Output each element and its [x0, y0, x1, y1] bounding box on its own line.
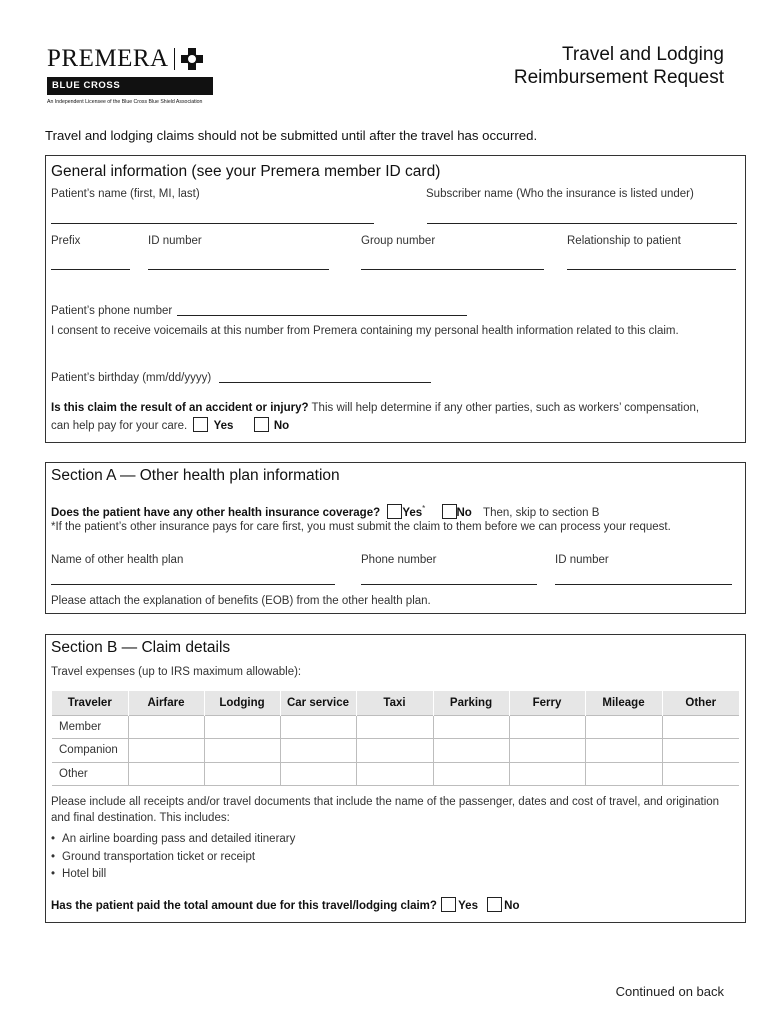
expense-cell[interactable] — [585, 739, 662, 763]
logo-licensee-text: An Independent Licensee of the Blue Cross Blue Shield Association — [47, 99, 203, 105]
phone-field[interactable] — [177, 315, 467, 316]
col-ferry: Ferry — [509, 691, 585, 715]
col-airfare: Airfare — [128, 691, 204, 715]
document-title — [514, 43, 724, 89]
expense-cell[interactable] — [128, 762, 204, 786]
accident-yes-label: Yes — [213, 420, 234, 432]
expense-cell[interactable] — [662, 715, 739, 739]
document-title-line-2: Reimbursement Request — [513, 67, 724, 88]
continued-on-back: Continued on back — [615, 984, 724, 999]
other-insurance-footnote: *If the patient’s other insurance pays for care first, you must submit the claim to them before we can process your request. — [51, 521, 671, 533]
accident-question-bold: Is this claim the result of an accident or injury? — [51, 402, 309, 414]
section-b — [45, 634, 746, 923]
travel-expenses-subtitle: Travel expenses (up to IRS maximum allowable): — [51, 666, 302, 678]
paid-yes-checkbox[interactable] — [441, 897, 456, 912]
general-section-title: General information (see your Premera member ID card) — [51, 163, 441, 180]
id-number-field[interactable] — [148, 269, 329, 270]
row-label-member: Member — [52, 715, 128, 739]
other-coverage-yes-label: Yes — [402, 506, 423, 519]
expense-cell[interactable] — [509, 762, 585, 786]
expense-cell[interactable] — [509, 739, 585, 763]
other-plan-id-label: ID number — [555, 554, 609, 566]
voicemail-consent-text: I consent to receive voicemails at this number from Premera containing my personal health information related to this claim. — [51, 325, 679, 337]
table-header-row — [52, 691, 739, 715]
id-number-label: ID number — [148, 235, 202, 247]
expense-cell[interactable] — [356, 715, 433, 739]
section-a-title: Section A — Other health plan information — [51, 467, 340, 484]
other-coverage-yes-checkbox[interactable] — [387, 504, 402, 519]
prefix-label: Prefix — [51, 235, 81, 247]
skip-to-section-b-text: Then, skip to section B — [483, 506, 600, 519]
other-coverage-yes-footnote-mark: * — [422, 504, 426, 513]
relationship-field[interactable] — [567, 269, 736, 270]
paid-yes-label: Yes — [458, 900, 478, 912]
accident-no-checkbox[interactable] — [254, 417, 269, 432]
section-a — [45, 462, 746, 614]
accident-no-label: No — [273, 420, 290, 432]
paid-question-text: Has the patient paid the total amount due for this travel/lodging claim? — [51, 900, 437, 912]
receipts-instruction-line-2: and final destination. This includes: — [51, 812, 230, 824]
other-plan-name-label: Name of other health plan — [51, 554, 184, 566]
logo-divider — [174, 48, 175, 70]
submission-notice: Travel and lodging claims should not be submitted until after the travel has occurred. — [45, 128, 538, 143]
paid-question — [51, 897, 520, 915]
table-row — [52, 739, 739, 763]
other-coverage-no-checkbox[interactable] — [442, 504, 457, 519]
expense-cell[interactable] — [128, 715, 204, 739]
relationship-label: Relationship to patient — [567, 235, 681, 247]
expense-cell[interactable] — [204, 762, 280, 786]
col-other: Other — [662, 691, 739, 715]
expense-cell[interactable] — [585, 715, 662, 739]
other-coverage-question-text: Does the patient have any other health insurance coverage? — [51, 506, 381, 519]
expense-cell[interactable] — [280, 715, 356, 739]
col-car-service: Car service — [280, 691, 356, 715]
accident-question-line-2 — [51, 417, 289, 435]
list-item: • Ground transportation ticket or receipt — [51, 849, 295, 867]
expense-cell[interactable] — [662, 762, 739, 786]
birthday-field[interactable] — [219, 382, 431, 383]
expense-cell[interactable] — [509, 715, 585, 739]
travel-expenses-table — [52, 691, 739, 786]
accident-yes-checkbox[interactable] — [193, 417, 208, 432]
prefix-field[interactable] — [51, 269, 130, 270]
general-information-section — [45, 155, 746, 443]
receipts-instruction-line-1: Please include all receipts and/or travel documents that include the name of the passenger, dates and cost of travel, and origination — [51, 796, 720, 808]
table-row — [52, 715, 739, 739]
blue-cross-shield-icon — [181, 48, 203, 70]
col-lodging: Lodging — [204, 691, 280, 715]
phone-label: Patient’s phone number — [51, 305, 173, 317]
other-coverage-question — [51, 500, 599, 522]
other-plan-id-field[interactable] — [555, 584, 732, 585]
expense-cell[interactable] — [128, 739, 204, 763]
expense-cell[interactable] — [204, 739, 280, 763]
logo-band: BLUE CROSS — [47, 77, 213, 95]
other-plan-phone-field[interactable] — [361, 584, 537, 585]
other-coverage-no-label: No — [456, 506, 472, 519]
expense-cell[interactable] — [356, 739, 433, 763]
col-taxi: Taxi — [356, 691, 433, 715]
expense-cell[interactable] — [204, 715, 280, 739]
table-row — [52, 762, 739, 786]
subscriber-name-label: Subscriber name (Who the insurance is listed under) — [426, 188, 694, 200]
logo-wordmark: PREMERA — [47, 45, 169, 72]
expense-cell[interactable] — [662, 739, 739, 763]
birthday-label: Patient’s birthday (mm/dd/yyyy) — [51, 372, 212, 384]
paid-no-label: No — [504, 900, 520, 912]
document-title-line-1: Travel and Lodging — [562, 44, 724, 65]
list-item: • Hotel bill — [51, 866, 295, 884]
other-plan-phone-label: Phone number — [361, 554, 437, 566]
subscriber-name-field[interactable] — [427, 223, 737, 224]
premera-logo — [47, 45, 215, 105]
paid-no-checkbox[interactable] — [487, 897, 502, 912]
accident-question-detail: This will help determine if any other parties, such as workers’ compensation, — [308, 402, 700, 414]
row-label-other: Other — [52, 762, 128, 786]
expense-cell[interactable] — [433, 762, 509, 786]
expense-cell[interactable] — [280, 739, 356, 763]
accident-question-continued: can help pay for your care. — [51, 420, 188, 432]
other-plan-name-field[interactable] — [51, 584, 335, 585]
list-item: • An airline boarding pass and detailed itinerary — [51, 831, 295, 849]
col-traveler: Traveler — [52, 691, 128, 715]
expense-cell[interactable] — [585, 762, 662, 786]
patient-name-label: Patient’s name (first, MI, last) — [51, 188, 200, 200]
col-mileage: Mileage — [585, 691, 662, 715]
row-label-companion: Companion — [52, 739, 128, 763]
expense-cell[interactable] — [356, 762, 433, 786]
eob-instruction: Please attach the explanation of benefits (EOB) from the other health plan. — [51, 595, 431, 607]
col-parking: Parking — [433, 691, 509, 715]
section-b-title: Section B — Claim details — [51, 639, 231, 656]
patient-name-field[interactable] — [51, 223, 374, 224]
expense-cell[interactable] — [433, 715, 509, 739]
expense-cell[interactable] — [433, 739, 509, 763]
required-documents-list — [51, 831, 295, 884]
expense-cell[interactable] — [280, 762, 356, 786]
group-number-field[interactable] — [361, 269, 544, 270]
accident-question — [51, 399, 699, 417]
group-number-label: Group number — [361, 235, 436, 247]
